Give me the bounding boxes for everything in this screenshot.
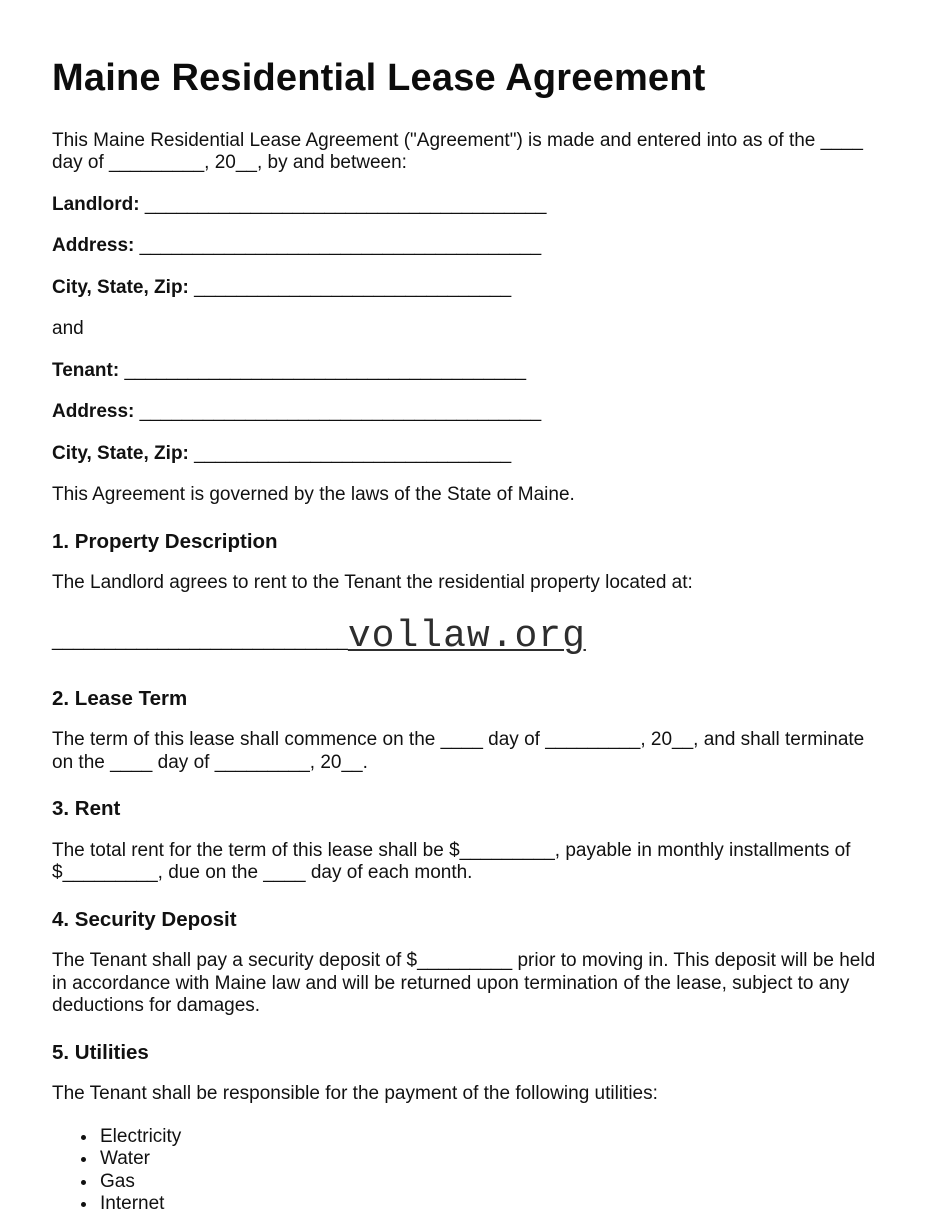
section-heading-property-description: 1. Property Description [52, 529, 278, 553]
security-deposit-body: The Tenant shall pay a security deposit of $_________ prior to moving in. This deposit will be held in accordance with Maine law and will be returned upon termination of the lease, subject to any deductions for damages. [52, 950, 876, 1017]
field-label-tenant: Tenant: [52, 359, 120, 381]
utilities-list-item-water: • Water [98, 1148, 887, 1171]
property-description-body: The Landlord agrees to rent to the Tenant the residential property located at: [52, 572, 693, 594]
utilities-body: The Tenant shall be responsible for the payment of the following utilities: [52, 1083, 658, 1105]
field-blank-landlord: ______________________________________ [144, 193, 547, 215]
utilities-list-item-gas: • Gas [98, 1171, 887, 1194]
utilities-list [52, 1126, 887, 1216]
field-label-landlord: Landlord: [52, 193, 140, 215]
rent-body: The total rent for the term of this lease shall be $_________, payable in monthly installments of $_________, due on the ____ day of each month. [52, 839, 851, 884]
property-address-blank-line [52, 614, 887, 664]
intro-paragraph: This Maine Residential Lease Agreement ("Agreement") is made and entered into as of the ____ day of _________, 20__, by and between: [52, 129, 863, 174]
page-title: Maine Residential Lease Agreement [52, 57, 706, 99]
field-label-tenant-address: Address: [52, 401, 135, 423]
utilities-list-item-internet: • Internet [98, 1193, 887, 1216]
field-row-tenant-address [52, 401, 887, 424]
field-row-tenant-city-state-zip [52, 443, 887, 466]
field-row-tenant [52, 360, 887, 383]
lease-term-body: The term of this lease shall commence on the ____ day of _________, 20__, and shall terminate on the ____ day of _________, 20__. [52, 729, 865, 773]
field-row-landlord-city-state-zip [52, 277, 887, 300]
field-blank-landlord-city-state-zip: ______________________________ [194, 276, 512, 298]
section-heading-security-deposit: 4. Security Deposit [52, 907, 237, 931]
field-label-landlord-city-state-zip: City, State, Zip: [52, 276, 189, 298]
field-label-landlord-address: Address: [52, 235, 135, 257]
field-label-tenant-city-state-zip: City, State, Zip: [52, 442, 189, 464]
watermark-link[interactable]: vollaw.org [347, 614, 586, 658]
section-heading-rent: 3. Rent [52, 797, 121, 821]
utilities-list-item-electricity: • Electricity [98, 1126, 887, 1149]
field-row-landlord [52, 194, 887, 217]
field-row-landlord-address [52, 235, 887, 258]
section-heading-lease-term: 2. Lease Term [52, 686, 188, 710]
connector-text: and [52, 318, 84, 340]
property-blank: ____________________________ [52, 629, 348, 651]
field-blank-tenant-city-state-zip: ______________________________ [194, 442, 512, 464]
field-blank-landlord-address: ______________________________________ [139, 235, 542, 257]
section-heading-utilities: 5. Utilities [52, 1040, 149, 1064]
field-blank-tenant-address: ______________________________________ [139, 401, 542, 423]
governing-law-text: This Agreement is governed by the laws of the State of Maine. [52, 484, 575, 506]
field-blank-tenant: ______________________________________ [124, 359, 527, 381]
